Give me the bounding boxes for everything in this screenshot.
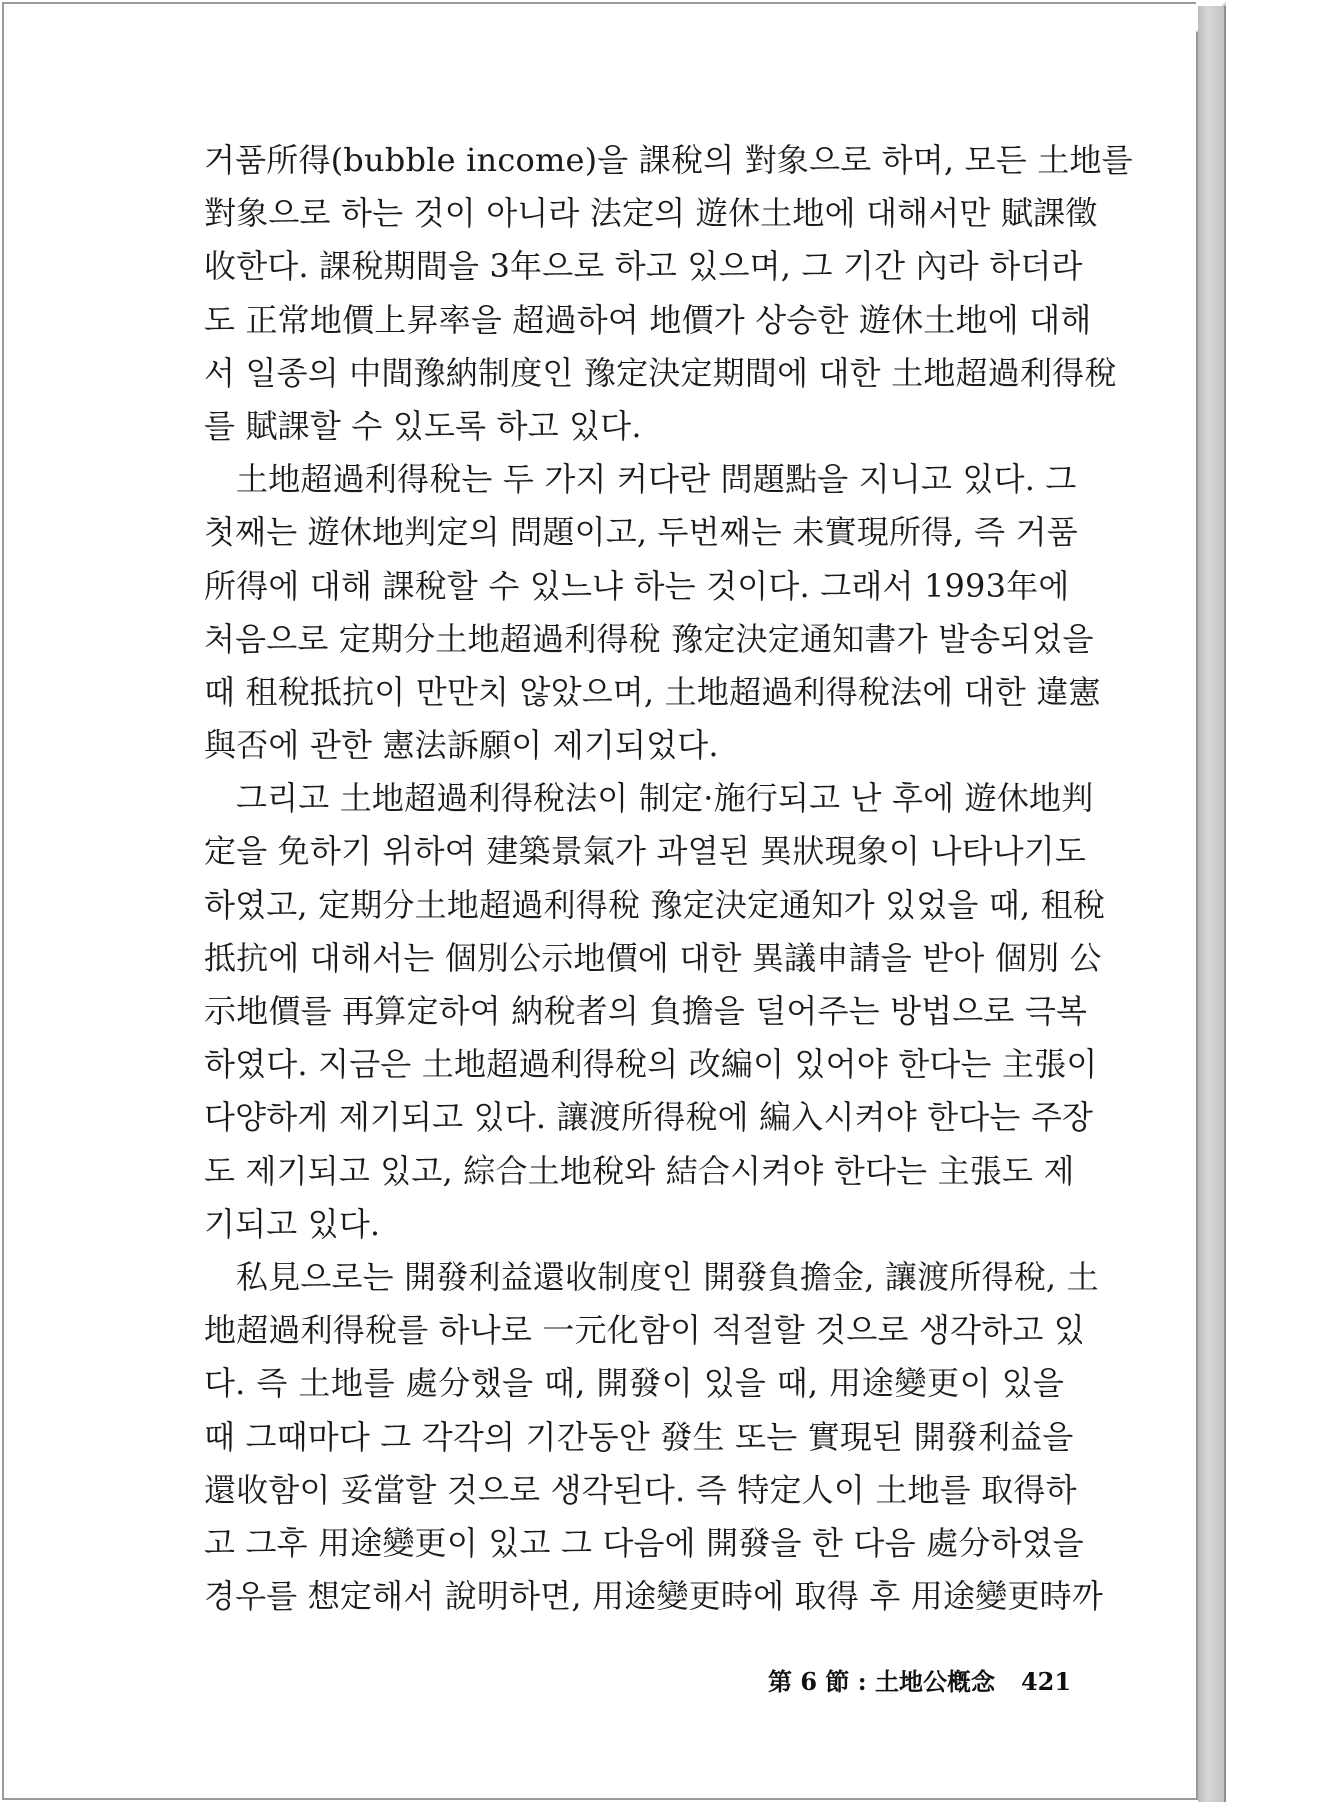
- text-line: 與否에 관한 憲法訴願이 제기되었다.: [204, 726, 719, 765]
- text-line: 定을 免하기 위하여 建築景氣가 과열된 異狀現象이 나타나기도: [204, 832, 1087, 871]
- text-line: 所得에 대해 課稅할 수 있느냐 하는 것이다. 그래서 1993年에: [204, 566, 1070, 605]
- text-line: 示地價를 再算定하여 納稅者의 負擔을 덜어주는 방법으로 극복: [204, 992, 1088, 1030]
- section-title: 第 6 節 : 土地公槪念: [768, 1667, 995, 1696]
- text-line: 도 正常地價上昇率을 超過하여 地價가 상승한 遊休土地에 대해: [204, 300, 1092, 339]
- text-line: 土地超過利得稅는 두 가지 커다란 問題點을 지니고 있다. 그: [236, 460, 1077, 499]
- book-page: [2, 2, 1198, 1800]
- text-line: 처음으로 定期分土地超過利得稅 豫定決定通知書가 발송되었을: [204, 619, 1094, 658]
- text-line: 다. 즉 土地를 處分했을 때, 開發이 있을 때, 用途變更이 있을: [204, 1364, 1064, 1403]
- text-line: 경우를 想定해서 說明하면, 用途變更時에 取得 후 用途變更時까: [204, 1577, 1103, 1616]
- page-footer: [768, 1662, 1071, 1697]
- text-line: 그리고 土地超過利得稅法이 制定·施行되고 난 후에 遊休地判: [236, 779, 1094, 818]
- text-line: 고 그후 用途變更이 있고 그 다음에 開發을 한 다음 處分하였을: [204, 1523, 1084, 1562]
- text-line: 對象으로 하는 것이 아니라 法定의 遊休土地에 대해서만 賦課徵: [204, 194, 1098, 233]
- text-line: 거품所得(bubble income)을 課稅의 對象으로 하며, 모든 土地를: [204, 141, 1133, 179]
- text-line: 때 그때마다 그 각각의 기간동안 發生 또는 實現된 開發利益을: [204, 1417, 1074, 1456]
- body-text: [204, 134, 1133, 1623]
- text-line: 서 일종의 中間豫納制度인 豫定決定期間에 대한 土地超過利得稅: [204, 353, 1117, 392]
- text-line: 첫째는 遊休地判定의 問題이고, 두번째는 未實現所得, 즉 거품: [204, 513, 1078, 552]
- text-line: 하였고, 定期分土地超過利得稅 豫定決定通知가 있었을 때, 租稅: [204, 885, 1106, 924]
- text-line: 地超過利得稅를 하나로 一元化함이 적절할 것으로 생각하고 있: [204, 1311, 1085, 1350]
- text-line: 還收함이 妥當할 것으로 생각된다. 즉 特定人이 土地를 取得하: [204, 1470, 1077, 1509]
- text-line: 하였다. 지금은 土地超過利得稅의 改編이 있어야 한다는 主張이: [204, 1045, 1098, 1084]
- text-line: 도 제기되고 있고, 綜合土地稅와 結合시켜야 한다는 主張도 제: [204, 1151, 1075, 1190]
- text-line: 를 賦課할 수 있도록 하고 있다.: [204, 406, 642, 445]
- page-number: 421: [1020, 1667, 1072, 1696]
- text-line: 기되고 있다.: [204, 1204, 381, 1243]
- text-line: 抵抗에 대해서는 個別公示地價에 대한 異議申請을 받아 個別 公: [204, 938, 1102, 977]
- page-stack-edge: [1198, 6, 1226, 1802]
- text-line: 다양하게 제기되고 있다. 讓渡所得稅에 編入시켜야 한다는 주장: [204, 1098, 1094, 1137]
- text-line: 때 租稅抵抗이 만만치 않았으며, 土地超過利得稅法에 대한 違憲: [204, 672, 1101, 711]
- text-line: 收한다. 課稅期間을 3年으로 하고 있으며, 그 기간 內라 하더라: [204, 247, 1083, 286]
- text-line: 私見으로는 開發利益還收制度인 開發負擔金, 讓渡所得稅, 土: [236, 1257, 1099, 1296]
